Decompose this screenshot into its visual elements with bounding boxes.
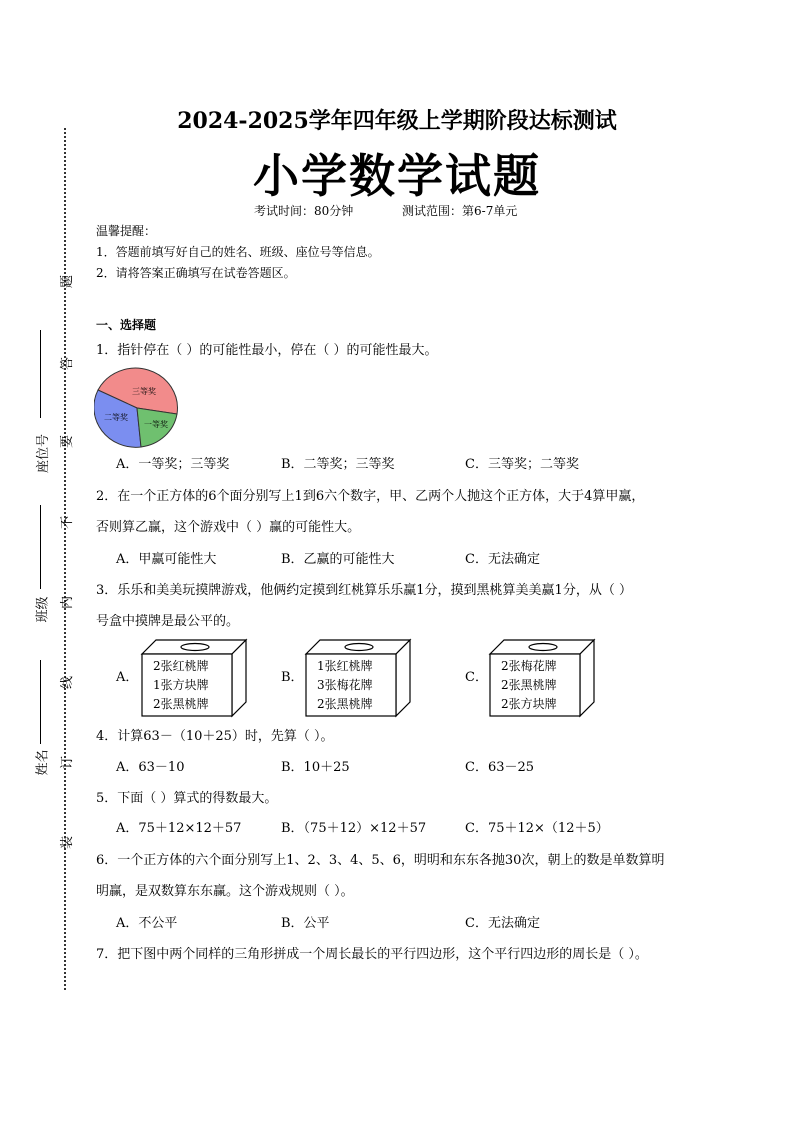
question-6-stem-cont: 明赢，是双数算东东赢。这个游戏规则（ ）。 [96,884,354,899]
question-3-stem-cont: 号盒中摸牌是最公平的。 [96,614,240,629]
class-field[interactable] [40,505,41,589]
option-c[interactable]: C．63－25 [465,760,535,775]
box-b-line: 1张红桃牌 [317,659,373,673]
option-b[interactable]: B．公平 [281,916,330,931]
box-b-line: 2张黑桃牌 [317,697,373,711]
option-a[interactable]: A．75＋12×12＋57 [116,821,242,836]
seat-label: 座位号 [36,433,52,474]
tips-label: 温馨提醒： [96,224,157,238]
option-b[interactable]: B．乙赢的可能性大 [281,552,395,567]
question-6-stem: 6．一个正方体的六个面分别写上1、2、3、4、5、6，明明和东东各抛30次，朝上的数是单数算明 [96,853,665,868]
binding-char: 订 [60,755,76,770]
question-1-stem: 1．指针停在（ ）的可能性最小，停在（ ）的可能性最大。 [96,343,438,358]
seat-field[interactable] [40,330,41,418]
exam-scope: 测试范围：第6-7单元 [402,204,518,218]
option-c[interactable]: C．三等奖；二等奖 [465,457,579,472]
question-2-stem: 2．在一个正方体的6个面分别写上1到6六个数字，甲、乙两个人抛这个正方体，大于4算甲赢， [96,489,645,504]
box-c-line: 2张黑桃牌 [501,678,557,692]
binding-dotted-line [64,128,66,990]
binding-char: 答 [60,356,76,371]
binding-char: 要 [60,434,76,449]
option-a[interactable]: A．63－10 [116,760,185,775]
option-c[interactable]: C．75＋12×（12＋5） [465,821,609,836]
option-c[interactable]: C．无法确定 [465,916,540,931]
box-a-line: 2张黑桃牌 [153,697,209,711]
option-a[interactable]: A．一等奖；三等奖 [116,457,230,472]
option-a[interactable]: A． [116,670,139,685]
option-a[interactable]: A．甲赢可能性大 [116,552,217,567]
exam-time: 考试时间：80分钟 [254,204,354,218]
question-4-stem: 4．计算63－（10＋25）时，先算（ ）。 [96,729,334,744]
option-b[interactable]: B．（75＋12）×12＋57 [281,821,427,836]
question-2-stem-cont: 否则算乙赢，这个游戏中（ ）赢的可能性大。 [96,520,361,535]
section-title: 一、选择题 [96,318,157,332]
binding-char: 线 [60,675,76,690]
pie-label-first: 一等奖 [144,420,168,429]
spinner-pie-chart [94,366,180,450]
option-b[interactable]: B．二等奖；三等奖 [281,457,395,472]
binding-char: 内 [60,595,76,610]
binding-char: 题 [60,274,76,289]
option-c[interactable]: C．无法确定 [465,552,540,567]
option-b[interactable]: B．10＋25 [281,760,350,775]
question-7-stem: 7．把下图中两个同样的三角形拼成一个周长最长的平行四边形，这个平行四边形的周长是（ ）。 [96,947,648,962]
option-b[interactable]: B． [281,670,304,685]
box-slot-icon [529,644,557,651]
box-c-line: 2张梅花牌 [501,659,557,673]
box-a-line: 2张红桃牌 [153,659,209,673]
box-b-line: 3张梅花牌 [317,678,373,692]
exam-supertitle: 2024-2025学年四年级上学期阶段达标测试 [177,108,617,134]
box-slot-icon [345,644,373,651]
question-5-stem: 5．下面（ ）算式的得数最大。 [96,791,278,806]
binding-char: 不 [60,515,76,530]
class-label: 班级 [35,596,51,623]
option-c[interactable]: C． [465,670,488,685]
question-3-stem: 3．乐乐和美美玩摸牌游戏，他俩约定摸到红桃算乐乐赢1分，摸到黑桃算美美赢1分，从（ ） [96,583,632,598]
name-label: 姓名 [35,749,51,776]
box-c-line: 2张方块牌 [501,697,557,711]
pie-label-third: 三等奖 [132,387,156,396]
tip-item: 1．答题前填写好自己的姓名、班级、座位号等信息。 [96,245,380,259]
option-a[interactable]: A．不公平 [116,916,178,931]
binding-char: 装 [60,835,76,850]
tip-item: 2．请将答案正确填写在试卷答题区。 [96,266,296,280]
exam-title: 小学数学试题 [253,149,541,203]
name-field[interactable] [40,660,41,744]
pie-label-second: 二等奖 [104,413,128,422]
box-a-line: 1张方块牌 [153,678,209,692]
box-slot-icon [181,644,209,651]
